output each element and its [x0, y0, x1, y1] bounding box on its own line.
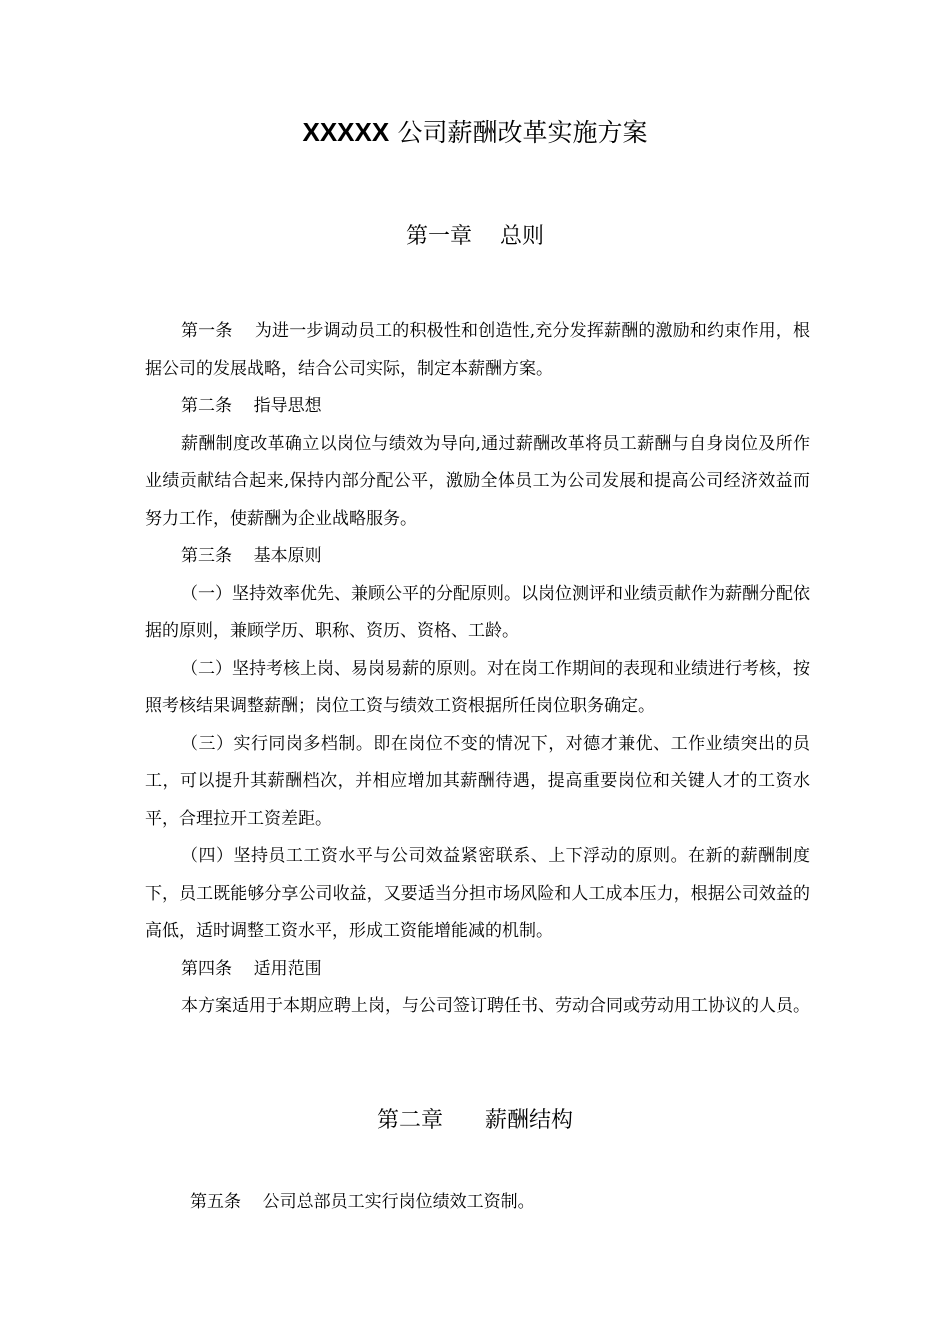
chapter-2-heading: 第二章 薪酬结构 — [377, 1108, 573, 1133]
chapter-1-heading: 第一章 总则 — [406, 224, 544, 249]
document-title-code: XXXXX — [302, 117, 390, 147]
chapter-1-body — [145, 313, 810, 1026]
article-2-text: 薪酬制度改革确立以岗位与绩效为导向,通过薪酬改革将员工薪酬与自身岗位及所作业绩贡献结合起来,保持内部分配公平，激励全体员工为公司发展和提高公司经济效益而努力工作，使薪酬为企业战略服务。 — [145, 433, 810, 529]
principle-2: （二）坚持考核上岗、易岗易薪的原则。对在岗工作期间的表现和业绩进行考核，按照考核结果调整薪酬；岗位工资与绩效工资根据所任岗位职务确定。 — [145, 658, 810, 716]
principle-3: （三）实行同岗多档制。即在岗位不变的情况下，对德才兼优、工作业绩突出的员工，可以提升其薪酬档次，并相应增加其薪酬待遇，提高重要岗位和关键人才的工资水平，合理拉开工资差距。 — [145, 733, 810, 829]
article-2-heading: 第二条 指导思想 — [181, 396, 322, 416]
principle-1: （一）坚持效率优先、兼顾公平的分配原则。以岗位测评和业绩贡献作为薪酬分配依据的原则，兼顾学历、职称、资历、资格、工龄。 — [145, 583, 810, 641]
article-4-heading: 第四条 适用范围 — [181, 958, 322, 979]
article-4-text: 本方案适用于本期应聘上岗，与公司签订聘任书、劳动合同或劳动用工协议的人员。 — [181, 996, 810, 1016]
article-1: 第一条 为进一步调动员工的积极性和创造性,充分发挥薪酬的激励和约束作用，根据公司的发展战略，结合公司实际，制定本薪酬方案。 — [145, 321, 810, 379]
document-title — [0, 112, 950, 153]
article-3-heading: 第三条 基本原则 — [181, 546, 322, 566]
document-title-text: 公司薪酬改革实施方案 — [397, 118, 648, 147]
article-5: 第五条 公司总部员工实行岗位绩效工资制。 — [190, 1192, 535, 1212]
principle-4: （四）坚持员工工资水平与公司效益紧密联系、上下浮动的原则。在新的薪酬制度下，员工既能够分享公司收益，又要适当分担市场风险和人工成本压力，根据公司效益的高低，适时调整工资水平，形成工资能增能减的机制。 — [145, 846, 810, 941]
